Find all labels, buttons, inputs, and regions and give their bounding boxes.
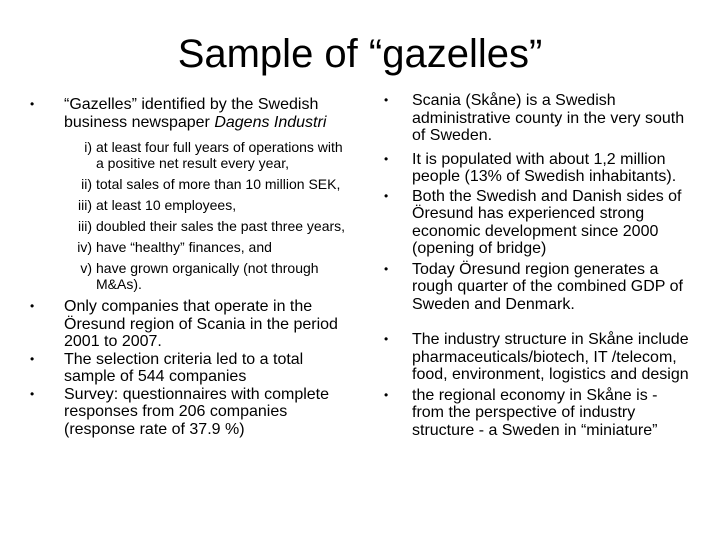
bullet-dot: • <box>30 97 35 111</box>
newspaper-name: Dagens Industri <box>214 113 327 131</box>
criteria-item <box>30 176 350 192</box>
bullet-dot: • <box>384 93 389 107</box>
bullet-text: It is populated with about 1,2 million people (13% of Swedish inhabitants). <box>412 150 677 185</box>
bullet-text: “Gazelles” identified by the Swedish business newspaper <box>64 96 319 131</box>
bullet-industry-structure <box>384 331 689 384</box>
criteria-text: total sales of more than 10 million SEK, <box>96 176 341 192</box>
criteria-number: iv) <box>77 239 92 255</box>
bullet-gazelles-source <box>30 96 350 131</box>
criteria-number: i) <box>84 139 92 155</box>
bullet-text: The selection criteria led to a total sample of 544 companies <box>64 350 304 385</box>
criteria-number: iii) <box>78 218 92 234</box>
bullet-text: Only companies that operate in the Öresund region of Scania in the period 2001 to 2007. <box>64 298 338 350</box>
criteria-item <box>30 218 350 234</box>
criteria-text: doubled their sales the past three years, <box>96 218 346 234</box>
criteria-item <box>30 139 350 171</box>
criteria-text: at least 10 employees, <box>96 197 237 213</box>
criteria-list <box>30 139 350 292</box>
slide-title: Sample of “gazelles” <box>177 32 543 76</box>
bullet-dot: • <box>384 261 389 276</box>
bullet-text: Today Öresund region generates a rough quarter of the combined GDP of Sweden and Denmark. <box>412 260 683 313</box>
bullet-text: Scania (Skåne) is a Swedish administrative county in the very south of Sweden. <box>412 92 685 144</box>
bullet-gdp <box>384 261 689 314</box>
bullet-miniature <box>384 387 689 440</box>
right-column <box>384 92 689 439</box>
criteria-text: have “healthy” finances, and <box>96 239 272 255</box>
criteria-text: at least four full years of operations with a positive net result every year, <box>96 139 343 171</box>
bullet-text: The industry structure in Skåne include pharmaceuticals/biotech, IT /telecom, food, environment, logistics and design <box>412 331 689 383</box>
bullet-scania <box>384 92 689 145</box>
criteria-number: iii) <box>78 197 92 213</box>
bullet-dot: • <box>384 332 389 346</box>
criteria-number: ii) <box>81 176 92 192</box>
bullet-dot: • <box>30 299 35 313</box>
bullet-dot: • <box>384 188 389 203</box>
bullet-survey <box>30 386 350 439</box>
bullet-population <box>384 151 689 186</box>
criteria-text: have grown organically (not through M&As). <box>96 260 319 292</box>
bullet-development <box>384 188 689 258</box>
bullet-sample-size <box>30 351 350 386</box>
bullet-text: Both the Swedish and Danish sides of Öresund has experienced strong economic development since 2000 (opening of bridge) <box>412 187 682 257</box>
criteria-item <box>30 260 350 292</box>
left-column <box>30 96 350 438</box>
criteria-item <box>30 239 350 255</box>
criteria-item <box>30 197 350 213</box>
bullet-dot: • <box>30 351 35 366</box>
bullet-text: Survey: questionnaires with complete responses from 206 companies (response rate of 37.9 %) <box>64 385 330 438</box>
bullet-text: the regional economy in Skåne is - from the perspective of industry structure - a Sweden in “miniature” <box>412 386 658 439</box>
bullet-oresund-companies <box>30 298 350 351</box>
bullet-dot: • <box>384 387 389 402</box>
bullet-dot: • <box>30 386 35 401</box>
bullet-dot: • <box>384 151 389 166</box>
criteria-number: v) <box>80 260 92 276</box>
